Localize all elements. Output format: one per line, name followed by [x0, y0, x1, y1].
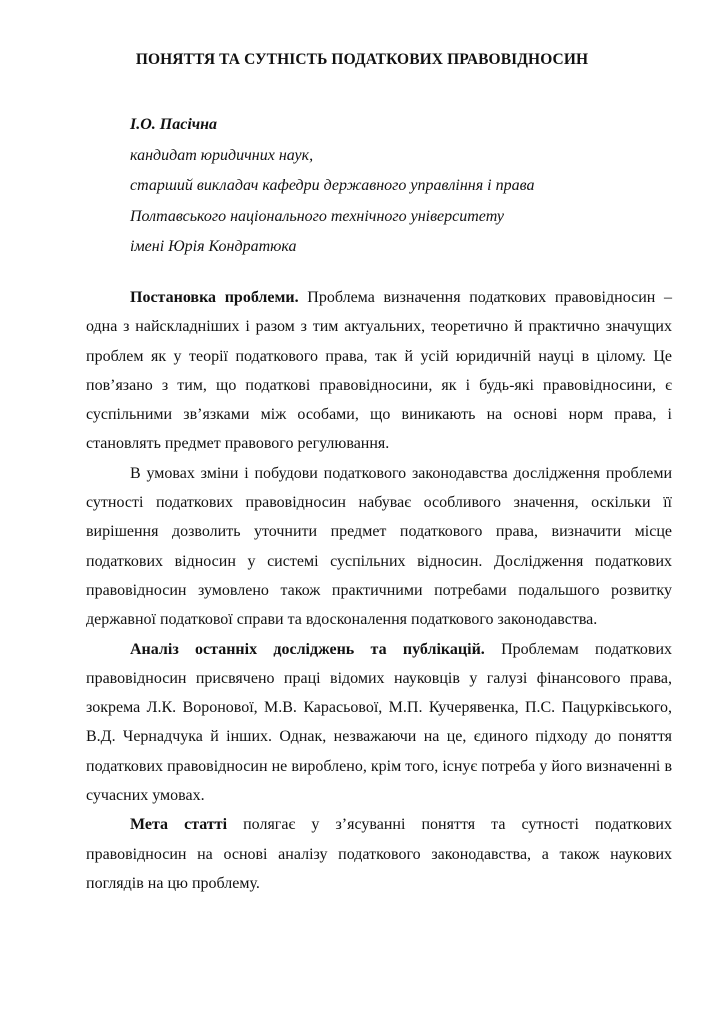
paragraph-lead: Мета статті	[130, 816, 228, 834]
author-block	[130, 110, 650, 263]
paragraph-text: Проблема визначення податкових правовідносин – одна з найскладніших і разом з тим актуальних, теоретично й практично значущих проблем як у теорії податкового права, так й усій юридичній науці в цілому. Це пов’язано з тим, що податкові правовідносини, як і будь-які правовідносини, є суспільними зв’язками між особами, що виникають на основі норм права, і становлять предмет правового регулювання.	[86, 289, 673, 453]
paragraph-literature-review	[86, 635, 672, 811]
paragraph-text: полягає у з’ясуванні поняття та сутності податкових правовідносин на основі аналізу податкового законодавства, а також наукових поглядів на цю проблему.	[86, 816, 672, 892]
paragraph-text: В умовах зміни і побудови податкового законодавства дослідження проблеми сутності податкових правовідносин набуває особливого значення, оскільки її вирішення дозволить уточнити предмет податкового права, визначити місце податкових відносин у системі суспільних відносин. Дослідження податкових правовідносин зумовлено також практичними потребами подальшого розвитку державної податкової справи та вдосконалення податкового законодавства.	[86, 464, 672, 629]
author-name: І.О. Пасічна	[130, 116, 218, 133]
paragraph-lead: Постановка проблеми.	[130, 289, 299, 306]
author-university: Полтавського національного технічного університету	[130, 207, 504, 225]
author-degree: кандидат юридичних наук,	[130, 146, 314, 164]
paragraph-context	[86, 459, 672, 635]
paragraph-article-goal	[86, 810, 672, 898]
author-university-name: імені Юрія Кондратюка	[130, 238, 297, 255]
article-title: ПОНЯТТЯ ТА СУТНІСТЬ ПОДАТКОВИХ ПРАВОВІДНОСИН	[135, 51, 589, 68]
paragraph-text: Проблемам податкових правовідносин присвячено праці відомих науковців у галузі фінансового права, зокрема Л.К. Воронової, М.В. Карасьової, М.П. Кучерявенка, П.С. Пацурківського, В.Д. Чернадчука й інших. Однак, незважаючи на це, єдиного підходу до поняття податкових правовідносин не вироблено, крім того, існує потреба у його визначенні в сучасних умовах.	[86, 640, 672, 805]
paragraph-lead: Аналіз останніх досліджень та публікацій.	[130, 640, 485, 658]
article-body	[86, 283, 672, 898]
author-position: старший викладач кафедри державного управління і права	[130, 177, 535, 194]
paragraph-problem-statement	[86, 283, 672, 459]
